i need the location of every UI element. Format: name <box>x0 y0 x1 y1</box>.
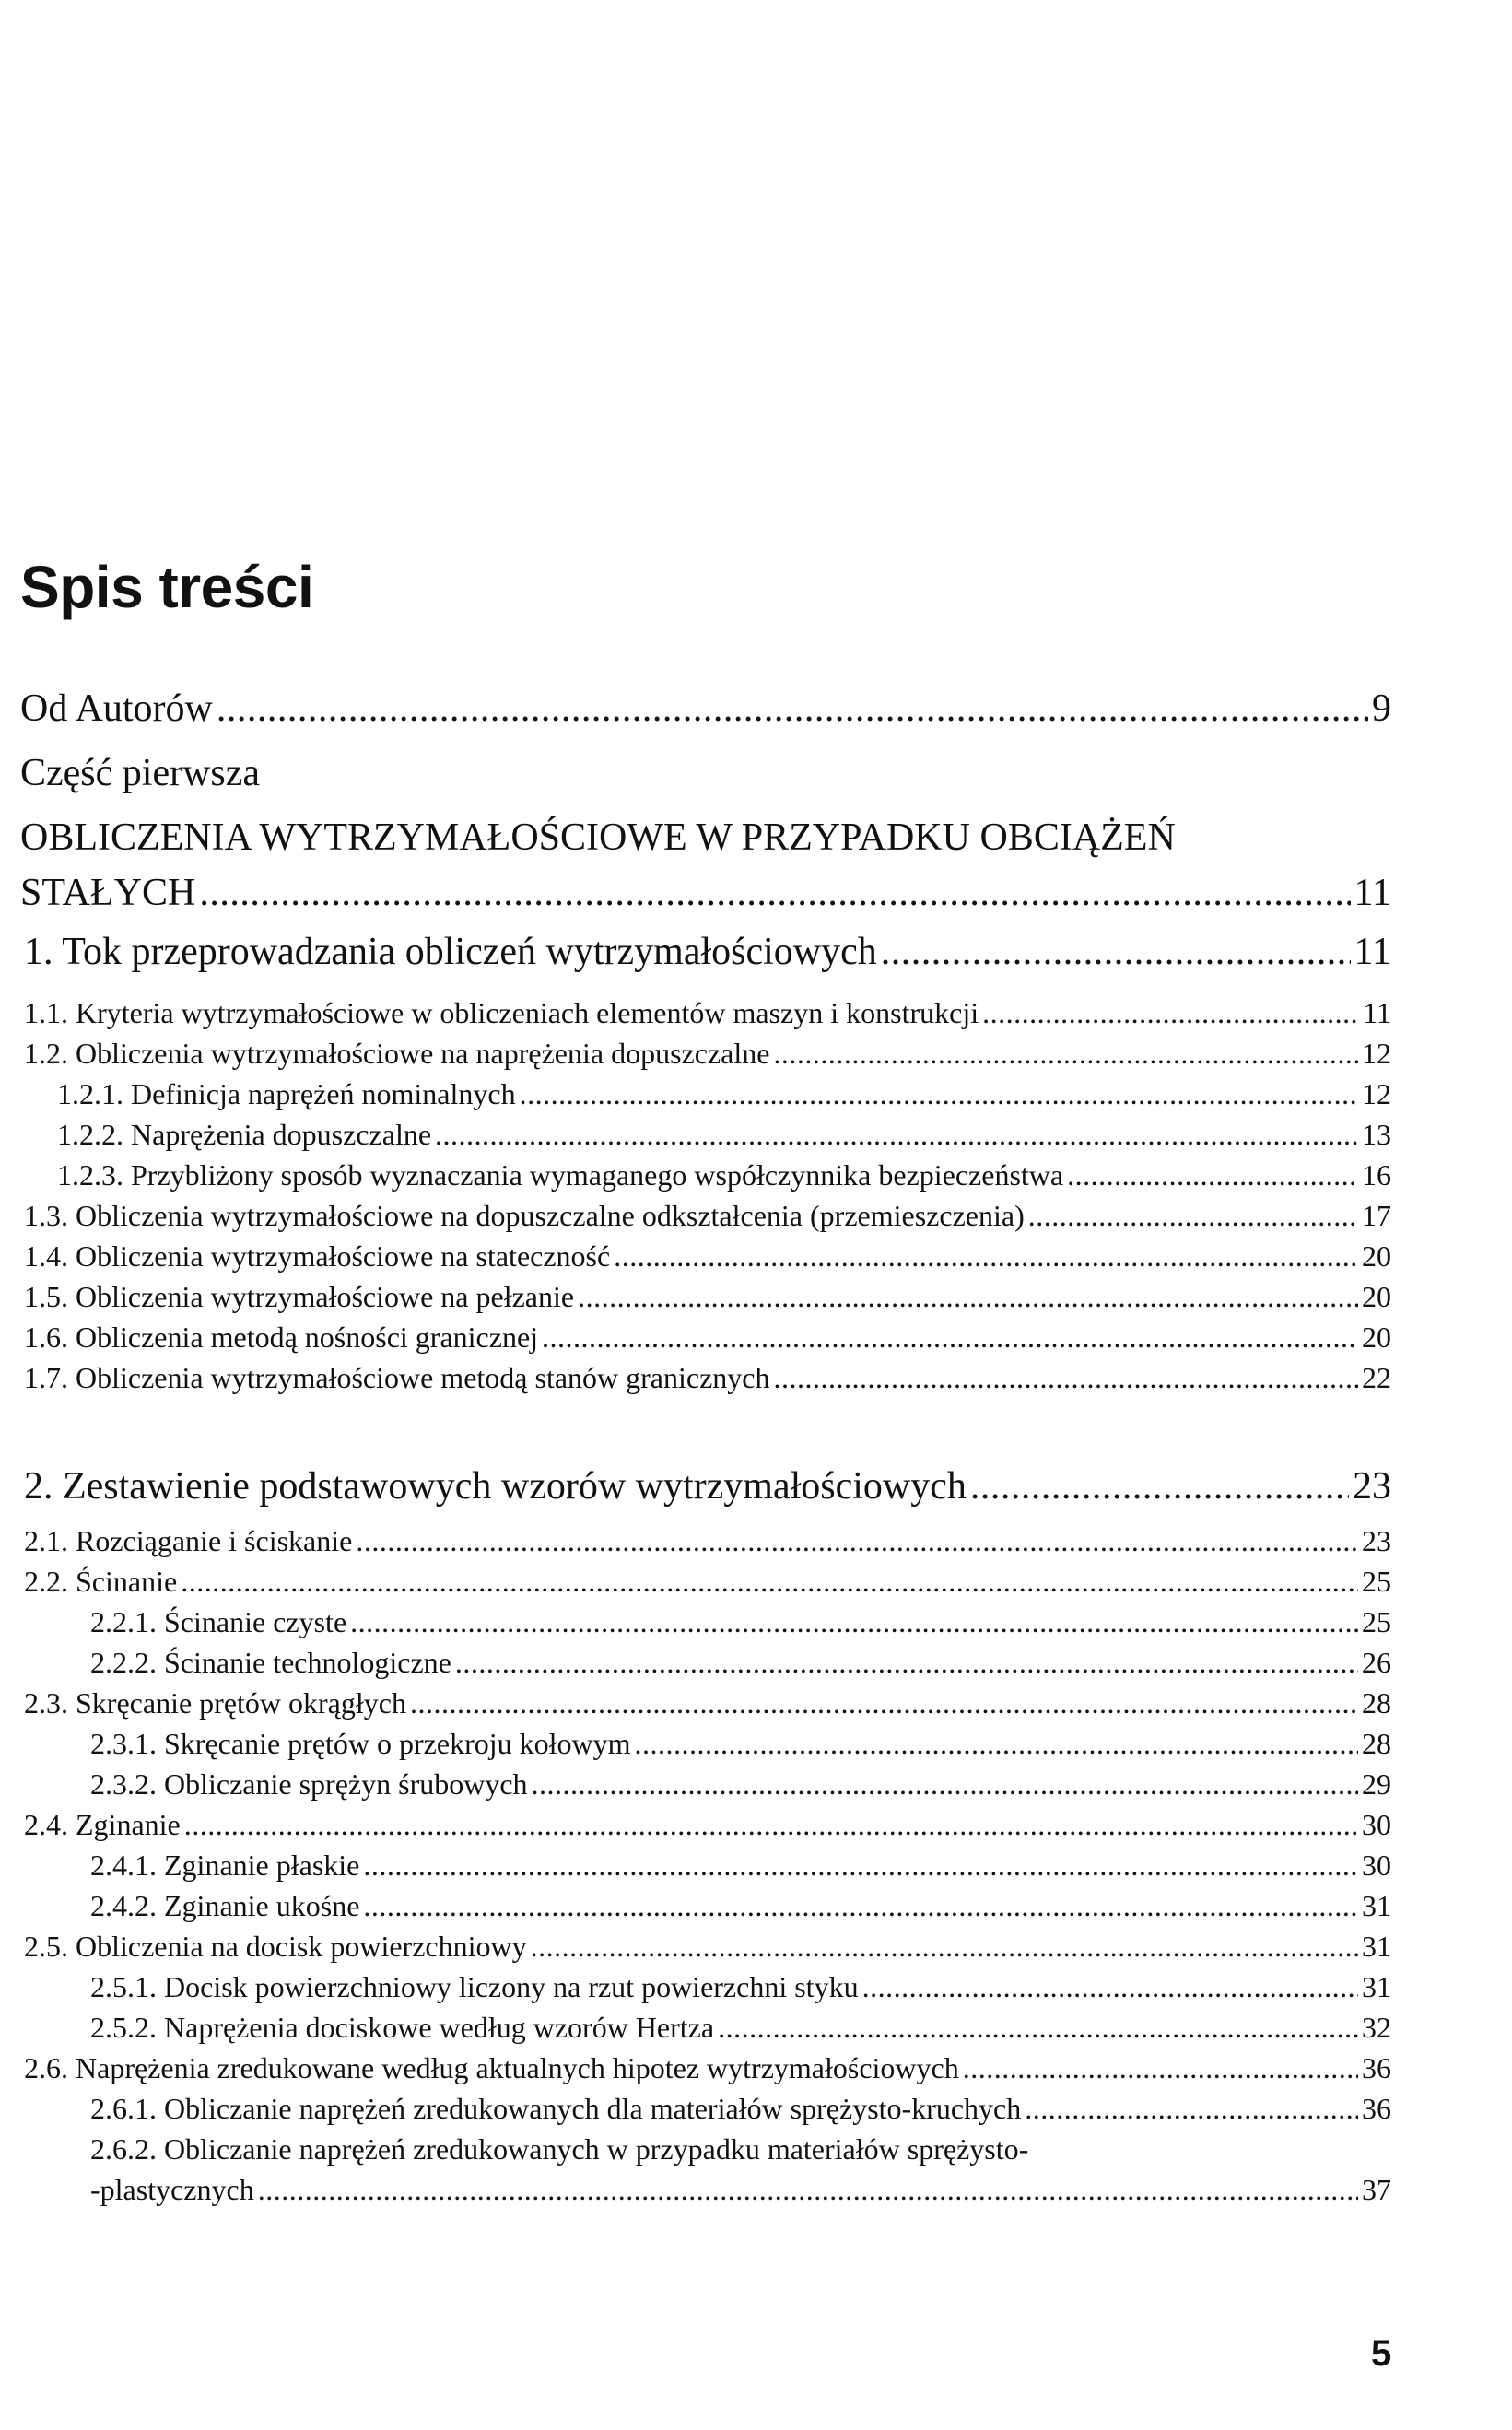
toc-entry <box>90 2013 1391 2042</box>
entry-label: 2.3.2. Obliczanie sprężyn śrubowych <box>90 1767 528 1801</box>
leader-dots <box>1067 1160 1358 1190</box>
toc-entry <box>24 998 1391 1027</box>
leader-dots <box>356 1526 1358 1555</box>
toc-entry <box>24 1526 1391 1555</box>
toc-entry-part-one <box>20 874 1391 912</box>
entry-page: 31 <box>1362 1889 1391 1922</box>
leader-dots <box>963 2053 1358 2083</box>
entry-label: 2.5.2. Naprężenia dociskowe według wzorów Hertza <box>90 2011 715 2044</box>
toc-entry <box>90 1891 1391 1920</box>
toc-entry <box>24 1241 1391 1271</box>
leader-dots <box>455 1648 1358 1677</box>
entry-page: 13 <box>1362 1118 1391 1151</box>
entry-page: 11 <box>1354 872 1391 914</box>
leader-dots <box>1025 2094 1358 2123</box>
leader-dots <box>258 2175 1358 2204</box>
leader-dots <box>184 1810 1358 1839</box>
part-title: OBLICZENIA WYTRZYMAŁOŚCIOWE W PRZYPADKU OBCIĄŻEŃ <box>20 816 1176 859</box>
entry-label: 2.5. Obliczenia na docisk powierzchniowy <box>24 1930 527 1963</box>
toc-entry <box>57 1120 1391 1149</box>
toc-entry <box>90 1729 1391 1758</box>
leader-dots <box>970 1467 1349 1506</box>
entry-page: 20 <box>1362 1280 1391 1313</box>
toc-entry <box>24 1810 1391 1839</box>
toc-entry-preface <box>20 689 1391 728</box>
entry-page: 20 <box>1362 1239 1391 1273</box>
toc-entry <box>24 1931 1391 1961</box>
entry-label: 2.3. Skręcanie prętów okrągłych <box>24 1686 406 1720</box>
leader-dots <box>773 1039 1358 1068</box>
toc-entry <box>90 1648 1391 1677</box>
entry-page: 28 <box>1362 1727 1391 1760</box>
entry-label: 1.6. Obliczenia metodą nośności granicznej <box>24 1321 539 1354</box>
entry-label: 1.2.1. Definicja naprężeń nominalnych <box>57 1077 516 1110</box>
entry-page: 12 <box>1362 1037 1391 1070</box>
entry-page: 32 <box>1362 2011 1391 2044</box>
toc-entry-label: 2.6.2. Obliczanie naprężeń zredukowanych w przypadku materiałów sprężysto- <box>90 2132 1029 2166</box>
page-title: Spis treści <box>20 554 314 620</box>
leader-dots <box>363 1850 1358 1880</box>
toc-entry <box>24 1688 1391 1718</box>
entry-page: 20 <box>1362 1321 1391 1354</box>
toc-entry <box>24 1567 1391 1596</box>
entry-label: 1.7. Obliczenia wytrzymałościowe metodą stanów granicznych <box>24 1361 770 1394</box>
leader-dots <box>531 1931 1358 1961</box>
leader-dots <box>862 1972 1358 2002</box>
part-title-continued: STAŁYCH <box>20 872 196 914</box>
toc-entry <box>90 1972 1391 2002</box>
entry-page: 22 <box>1362 1361 1391 1394</box>
entry-page: 11 <box>1363 996 1391 1029</box>
part-label: Część pierwsza <box>20 752 261 794</box>
toc-entry <box>90 1769 1391 1799</box>
leader-dots <box>718 2013 1358 2042</box>
toc-entry <box>24 1322 1391 1352</box>
page-number: 5 <box>1371 2333 1392 2374</box>
toc-entry <box>24 1201 1391 1230</box>
leader-dots <box>1028 1201 1358 1230</box>
entry-label: 1.1. Kryteria wytrzymałościowe w obliczeniach elementów maszyn i konstrukcji <box>24 996 979 1029</box>
entry-label: 2.5.1. Docisk powierzchniowy liczony na rzut powierzchni styku <box>90 1970 859 2003</box>
leader-dots <box>350 1607 1358 1637</box>
entry-page: 9 <box>1372 687 1391 730</box>
leader-dots <box>614 1241 1358 1271</box>
entry-page: 28 <box>1362 1686 1391 1720</box>
entry-page: 25 <box>1362 1605 1391 1638</box>
toc-entry <box>24 2053 1391 2083</box>
leader-dots <box>199 874 1350 912</box>
leader-dots <box>774 1363 1359 1392</box>
leader-dots <box>542 1322 1358 1352</box>
leader-dots <box>635 1729 1358 1758</box>
toc-entry <box>90 1607 1391 1637</box>
entry-label: 2.6. Naprężenia zredukowane według aktualnych hipotez wytrzymałościowych <box>24 2051 959 2084</box>
entry-page: 30 <box>1362 1849 1391 1882</box>
entry-label: 1.2. Obliczenia wytrzymałościowe na naprężenia dopuszczalne <box>24 1037 770 1070</box>
entry-page: 37 <box>1362 2173 1391 2206</box>
entry-label: 1.2.2. Naprężenia dopuszczalne <box>57 1118 432 1151</box>
leader-dots <box>217 689 1368 728</box>
entry-page: 25 <box>1362 1565 1391 1598</box>
chapter-1-heading <box>24 933 1391 971</box>
leader-dots <box>881 933 1351 971</box>
toc-entry <box>90 2175 1391 2204</box>
entry-label: 1.5. Obliczenia wytrzymałościowe na pełzanie <box>24 1280 575 1313</box>
entry-label: 2.2. Ścinanie <box>24 1565 178 1598</box>
entry-page: 31 <box>1362 1930 1391 1963</box>
entry-page: 16 <box>1362 1158 1391 1192</box>
toc-entry <box>24 1363 1391 1392</box>
entry-label-continued: -plastycznych <box>90 2173 254 2206</box>
entry-page: 26 <box>1362 1646 1391 1679</box>
toc-entry <box>90 1850 1391 1880</box>
entry-label: 2.2.2. Ścinanie technologiczne <box>90 1646 451 1679</box>
leader-dots <box>982 998 1359 1027</box>
leader-dots <box>532 1769 1358 1799</box>
entry-label: 1.3. Obliczenia wytrzymałościowe na dopuszczalne odkształcenia (przemieszczenia) <box>24 1199 1025 1232</box>
entry-page: 29 <box>1362 1767 1391 1801</box>
entry-label: 2.4.1. Zginanie płaskie <box>90 1849 360 1882</box>
entry-page: 23 <box>1353 1465 1391 1508</box>
leader-dots <box>435 1120 1358 1149</box>
entry-label: 1. Tok przeprowadzania obliczeń wytrzymałościowych <box>24 931 877 973</box>
toc-entry <box>24 1282 1391 1311</box>
toc-entry <box>57 1079 1391 1109</box>
entry-label: Od Autorów <box>20 687 213 730</box>
entry-label: 2.2.1. Ścinanie czyste <box>90 1605 347 1638</box>
entry-label: 1.2.3. Przybliżony sposób wyznaczania wymaganego współczynnika bezpieczeństwa <box>57 1158 1064 1192</box>
toc-entry <box>24 1039 1391 1068</box>
entry-page: 11 <box>1354 931 1391 973</box>
entry-label: 2.1. Rozciąganie i ściskanie <box>24 1524 353 1557</box>
entry-page: 12 <box>1362 1077 1391 1110</box>
entry-label: 1.4. Obliczenia wytrzymałościowe na stateczność <box>24 1239 611 1273</box>
entry-label: 2.6.1. Obliczanie naprężeń zredukowanych dla materiałów sprężysto-kruchych <box>90 2092 1022 2125</box>
entry-page: 36 <box>1362 2051 1391 2084</box>
leader-dots <box>578 1282 1358 1311</box>
leader-dots <box>410 1688 1358 1718</box>
toc-entry <box>90 2094 1391 2123</box>
leader-dots <box>520 1079 1358 1109</box>
entry-label: 2. Zestawienie podstawowych wzorów wytrzymałościowych <box>24 1465 967 1508</box>
entry-page: 23 <box>1362 1524 1391 1557</box>
entry-label: 2.4. Zginanie <box>24 1808 181 1841</box>
entry-page: 31 <box>1362 1970 1391 2003</box>
entry-label: 2.4.2. Zginanie ukośne <box>90 1889 360 1922</box>
leader-dots <box>181 1567 1358 1596</box>
entry-page: 17 <box>1362 1199 1391 1232</box>
chapter-2-heading <box>24 1467 1391 1506</box>
entry-page: 30 <box>1362 1808 1391 1841</box>
entry-label: 2.3.1. Skręcanie prętów o przekroju kołowym <box>90 1727 631 1760</box>
entry-page: 36 <box>1362 2092 1391 2125</box>
toc-entry <box>57 1160 1391 1190</box>
leader-dots <box>363 1891 1358 1920</box>
